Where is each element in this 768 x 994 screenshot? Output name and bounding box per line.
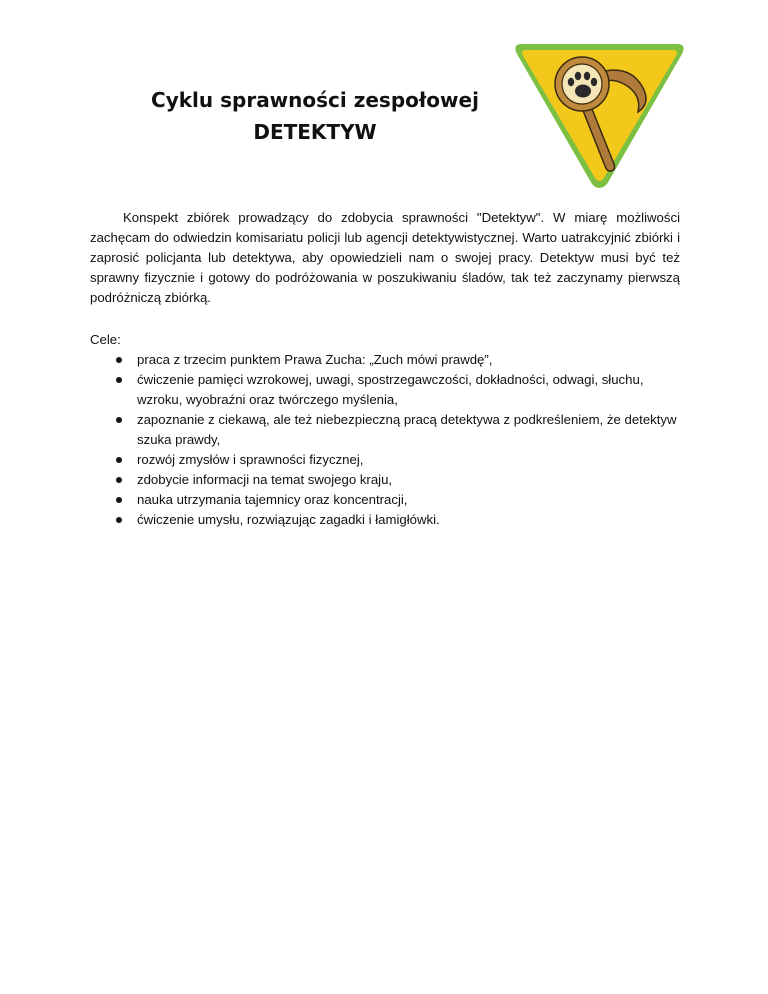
list-item: zapoznanie z ciekawą, ale też niebezpieczną pracą detektywa z podkreśleniem, że detektyw szuka prawdy, <box>90 410 680 450</box>
bullet-icon <box>116 457 122 463</box>
list-item: zdobycie informacji na temat swojego kraju, <box>90 470 680 490</box>
list-item: praca z trzecim punktem Prawa Zucha: „Zuch mówi prawdę”, <box>90 350 680 370</box>
goals-list <box>90 350 680 530</box>
bullet-icon <box>116 357 122 363</box>
bullet-icon <box>116 377 122 383</box>
title-line-2: DETEKTYW <box>253 120 377 144</box>
bullet-icon <box>116 477 122 483</box>
list-item: nauka utrzymania tajemnicy oraz koncentracji, <box>90 490 680 510</box>
list-item: ćwiczenie umysłu, rozwiązując zagadki i łamigłówki. <box>90 510 680 530</box>
list-item: ćwiczenie pamięci wzrokowej, uwagi, spostrzegawczości, dokładności, odwagi, słuchu, wzroku, wyobraźni oraz twórczego myślenia, <box>90 370 680 410</box>
detective-badge-icon <box>512 42 687 190</box>
intro-paragraph <box>90 208 680 308</box>
title-line-1: Cyklu sprawności zespołowej <box>151 88 479 112</box>
list-item: rozwój zmysłów i sprawności fizycznej, <box>90 450 680 470</box>
document-title <box>120 85 510 147</box>
bullet-icon <box>116 417 122 423</box>
bullet-icon <box>116 517 122 523</box>
bullet-icon <box>116 497 122 503</box>
goals-label: Cele: <box>90 332 121 347</box>
intro-text: Konspekt zbiórek prowadzący do zdobycia sprawności "Detektyw". W miarę możliwości zachęcam do odwiedzin komisariatu policji lub agencji detektywistycznej. Warto uatrakcyjnić zbiórki i zaprosić policjanta lub detektywa, aby opowiedzieli nam o swojej pracy. Detektyw musi być też sprawny fizycznie i gotowy do podróżowania w poszukiwaniu śladów, tak też zaczynamy pierwszą podróżniczą zbiórką. <box>90 210 680 305</box>
